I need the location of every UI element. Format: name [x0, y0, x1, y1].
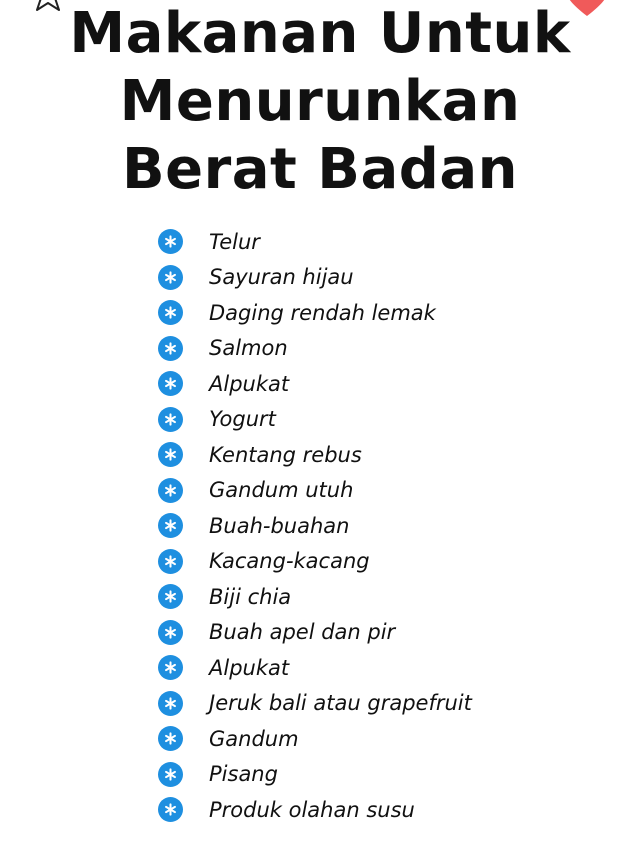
- list-item-label: Sayuran hijau: [209, 265, 354, 290]
- asterisk-bullet-icon: [158, 336, 183, 361]
- title-line-2: Menurunkan: [119, 69, 521, 134]
- list-item: [158, 508, 472, 544]
- asterisk-bullet-icon: [158, 478, 183, 503]
- list-item-label: Salmon: [209, 336, 288, 361]
- asterisk-bullet-icon: [158, 300, 183, 325]
- list-item: [158, 579, 472, 615]
- list-item: [158, 437, 472, 473]
- title-line-1: Makanan Untuk: [69, 1, 571, 66]
- list-item-label: Alpukat: [209, 655, 290, 680]
- list-item-label: Alpukat: [209, 371, 290, 396]
- list-item-label: Pisang: [209, 762, 278, 787]
- list-item-label: Jeruk bali atau grapefruit: [209, 691, 472, 716]
- asterisk-bullet-icon: [158, 513, 183, 538]
- food-list: [158, 224, 472, 828]
- title-line-3: Berat Badan: [121, 137, 519, 202]
- list-item: [158, 295, 472, 331]
- list-item: [158, 260, 472, 296]
- list-item: [158, 331, 472, 367]
- list-item: [158, 792, 472, 828]
- list-item: [158, 473, 472, 509]
- asterisk-bullet-icon: [158, 691, 183, 716]
- list-item: [158, 686, 472, 722]
- asterisk-bullet-icon: [158, 584, 183, 609]
- page-title: [0, 0, 640, 204]
- list-item: [158, 544, 472, 580]
- asterisk-bullet-icon: [158, 655, 183, 680]
- list-item-label: Gandum utuh: [209, 478, 354, 503]
- asterisk-bullet-icon: [158, 371, 183, 396]
- list-item-label: Buah-buahan: [209, 513, 350, 538]
- asterisk-bullet-icon: [158, 797, 183, 822]
- list-item: [158, 402, 472, 438]
- list-item-label: Biji chia: [209, 584, 292, 609]
- list-item: [158, 650, 472, 686]
- asterisk-bullet-icon: [158, 549, 183, 574]
- list-item: [158, 615, 472, 651]
- list-item-label: Daging rendah lemak: [209, 300, 436, 325]
- list-item-label: Produk olahan susu: [209, 797, 415, 822]
- asterisk-bullet-icon: [158, 620, 183, 645]
- asterisk-bullet-icon: [158, 265, 183, 290]
- asterisk-bullet-icon: [158, 442, 183, 467]
- list-item: [158, 366, 472, 402]
- list-item-label: Gandum: [209, 726, 299, 751]
- asterisk-bullet-icon: [158, 407, 183, 432]
- asterisk-bullet-icon: [158, 229, 183, 254]
- list-item: [158, 757, 472, 793]
- list-item: [158, 224, 472, 260]
- list-item: [158, 721, 472, 757]
- list-item-label: Kentang rebus: [209, 442, 362, 467]
- list-item-label: Kacang-kacang: [209, 549, 370, 574]
- asterisk-bullet-icon: [158, 726, 183, 751]
- list-item-label: Telur: [209, 229, 260, 254]
- list-item-label: Yogurt: [209, 407, 276, 432]
- asterisk-bullet-icon: [158, 762, 183, 787]
- list-item-label: Buah apel dan pir: [209, 620, 396, 645]
